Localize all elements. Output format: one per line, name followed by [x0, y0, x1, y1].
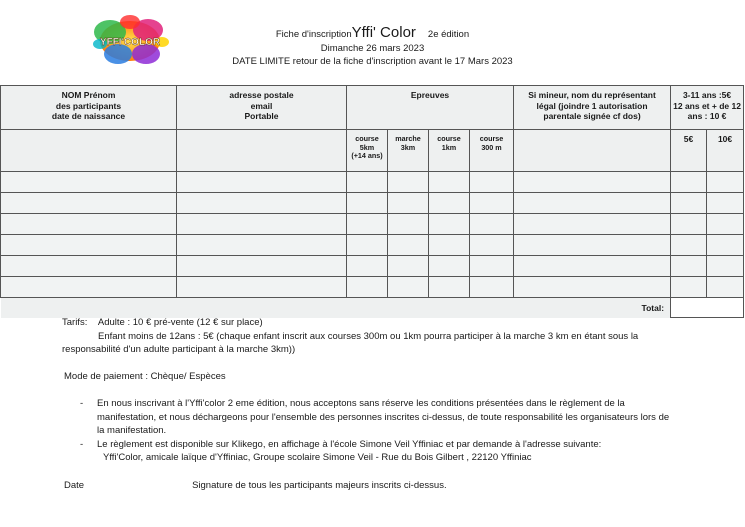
- table-row[interactable]: [1, 193, 744, 214]
- entry-cell[interactable]: [671, 256, 707, 277]
- entry-cell[interactable]: [514, 256, 671, 277]
- entry-cell[interactable]: [177, 235, 347, 256]
- entry-cell[interactable]: [514, 193, 671, 214]
- table-row[interactable]: [1, 235, 744, 256]
- entry-cell[interactable]: [347, 193, 388, 214]
- table-row[interactable]: [1, 214, 744, 235]
- entry-cell[interactable]: [429, 277, 470, 298]
- entry-cell[interactable]: [347, 214, 388, 235]
- entry-cell[interactable]: [707, 172, 744, 193]
- entry-cell[interactable]: [707, 277, 744, 298]
- event-course-5km: course 5km (+14 ans): [347, 130, 388, 172]
- table-header-row: [1, 86, 744, 130]
- col-header-names: NOM Prénom des participants date de naissance: [1, 86, 177, 130]
- entry-cell[interactable]: [707, 193, 744, 214]
- col-header-legal-rep: Si mineur, nom du représentant légal (joindre 1 autorisation parentale signée cf dos): [514, 86, 671, 130]
- entry-cell[interactable]: [514, 172, 671, 193]
- form-header: [200, 26, 545, 69]
- entry-cell[interactable]: [429, 193, 470, 214]
- signature-label: Signature de tous les participants majeurs inscrits ci-dessus.: [192, 479, 447, 491]
- entry-cell[interactable]: [388, 193, 429, 214]
- table-row[interactable]: [1, 172, 744, 193]
- entry-cell[interactable]: [470, 235, 514, 256]
- total-input[interactable]: [671, 298, 744, 318]
- entry-cell[interactable]: [514, 235, 671, 256]
- entry-cell[interactable]: [514, 214, 671, 235]
- entry-cell[interactable]: [1, 193, 177, 214]
- price-5: 5€: [671, 130, 707, 172]
- organizer-address: Yffi'Color, amicale laïque d'Yffiniac, Groupe scolaire Simone Veil - Rue du Bois Gilbert , 22120 Yffiniac: [103, 452, 532, 463]
- payment-mode: Mode de paiement : Chèque/ Espèces: [64, 370, 226, 382]
- entry-cell[interactable]: [177, 193, 347, 214]
- entry-cell[interactable]: [429, 256, 470, 277]
- entry-cell[interactable]: [388, 235, 429, 256]
- form-label: Fiche d'inscription: [275, 29, 352, 40]
- entry-cell[interactable]: [177, 172, 347, 193]
- edition-label: 2e édition: [427, 29, 470, 40]
- entry-cell[interactable]: [470, 256, 514, 277]
- info-section: [0, 316, 745, 492]
- entry-cell[interactable]: [707, 235, 744, 256]
- entry-cell[interactable]: [1, 235, 177, 256]
- event-brand: Yffi' Color: [351, 24, 416, 41]
- entry-cell[interactable]: [388, 256, 429, 277]
- entry-cell[interactable]: [514, 277, 671, 298]
- color-splash-logo-icon: [88, 10, 172, 72]
- entry-cell[interactable]: [1, 214, 177, 235]
- note-rules: Le règlement est disponible sur Klikego, en affichage à l'école Simone Veil Yffiniac et par demande à l'adresse suivante:: [97, 438, 602, 450]
- registration-table: [0, 85, 744, 318]
- event-date: Dimanche 26 mars 2023: [320, 42, 425, 54]
- col-header-events: Epreuves: [347, 86, 514, 130]
- entry-cell[interactable]: [671, 277, 707, 298]
- entry-cell[interactable]: [671, 172, 707, 193]
- entry-cell[interactable]: [671, 235, 707, 256]
- date-label: Date: [64, 479, 85, 491]
- entry-cell[interactable]: [347, 172, 388, 193]
- entry-cell[interactable]: [707, 214, 744, 235]
- tarif-adult-line: [62, 316, 745, 330]
- col-header-address: adresse postale email Portable: [177, 86, 347, 130]
- entry-cell[interactable]: [470, 172, 514, 193]
- entry-cell[interactable]: [671, 193, 707, 214]
- note-conditions: En nous inscrivant à l'Yffi'color 2 eme édition, nous acceptons sans réserve les conditions présentées dans le règlement de la manifestation, et nous déchargeons pour l'ensemble des personnes inscrites ci-dessus, de toute responsabilité les organisateurs lors de la manifestation.: [97, 398, 670, 436]
- total-row: [1, 298, 744, 318]
- event-course-300m: course 300 m: [470, 130, 514, 172]
- table-row[interactable]: [1, 277, 744, 298]
- entry-cell[interactable]: [347, 277, 388, 298]
- entry-cell[interactable]: [388, 277, 429, 298]
- entry-cell[interactable]: [388, 172, 429, 193]
- event-course-1km: course 1km: [429, 130, 470, 172]
- tarif-child: Enfant moins de 12ans : 5€ (chaque enfant inscrit aux courses 300m ou 1km pourra participer à la marche 3 km en étant sous la: [98, 330, 639, 342]
- tarifs-block: [0, 316, 745, 357]
- entry-cell[interactable]: [177, 214, 347, 235]
- entry-cell[interactable]: [347, 235, 388, 256]
- event-logo: [88, 10, 172, 72]
- registration-deadline: DATE LIMITE retour de la fiche d'inscription avant le 17 Mars 2023: [232, 56, 513, 67]
- event-marche-3km: marche 3km: [388, 130, 429, 172]
- table-subheader-row: [1, 130, 744, 172]
- entry-cell[interactable]: [429, 214, 470, 235]
- subheader-blank: [1, 130, 177, 172]
- entry-cell[interactable]: [347, 256, 388, 277]
- entry-cell[interactable]: [1, 277, 177, 298]
- header-title-line: [200, 26, 545, 42]
- list-item: [0, 438, 745, 465]
- entry-cell[interactable]: [470, 214, 514, 235]
- notes-list: [0, 397, 745, 465]
- subheader-blank: [514, 130, 671, 172]
- price-10: 10€: [707, 130, 744, 172]
- logo-text: YFFI'COLOR: [99, 37, 161, 48]
- subheader-blank: [177, 130, 347, 172]
- entry-cell[interactable]: [1, 172, 177, 193]
- bullet-dash: -: [80, 398, 84, 409]
- total-label: Total:: [1, 298, 671, 318]
- entry-cell[interactable]: [177, 277, 347, 298]
- tarifs-label: Tarifs:: [62, 317, 88, 328]
- col-header-prices: 3-11 ans :5€ 12 ans et + de 12 ans : 10 €: [671, 86, 744, 130]
- entry-cell[interactable]: [429, 172, 470, 193]
- entry-cell[interactable]: [707, 256, 744, 277]
- tarif-child-cont: responsabilité d'un adulte participant à la marche 3km)): [62, 344, 296, 355]
- bullet-dash: -: [80, 438, 84, 450]
- entry-cell[interactable]: [671, 214, 707, 235]
- entry-cell[interactable]: [470, 277, 514, 298]
- entry-cell[interactable]: [388, 214, 429, 235]
- list-item: [0, 397, 745, 438]
- entry-cell[interactable]: [470, 193, 514, 214]
- entry-cell[interactable]: [1, 256, 177, 277]
- signature-line: [0, 479, 745, 493]
- entry-cell[interactable]: [177, 256, 347, 277]
- entry-cell[interactable]: [429, 235, 470, 256]
- tarif-adult: Adulte : 10 € pré-vente (12 € sur place): [97, 317, 263, 328]
- table-row[interactable]: [1, 256, 744, 277]
